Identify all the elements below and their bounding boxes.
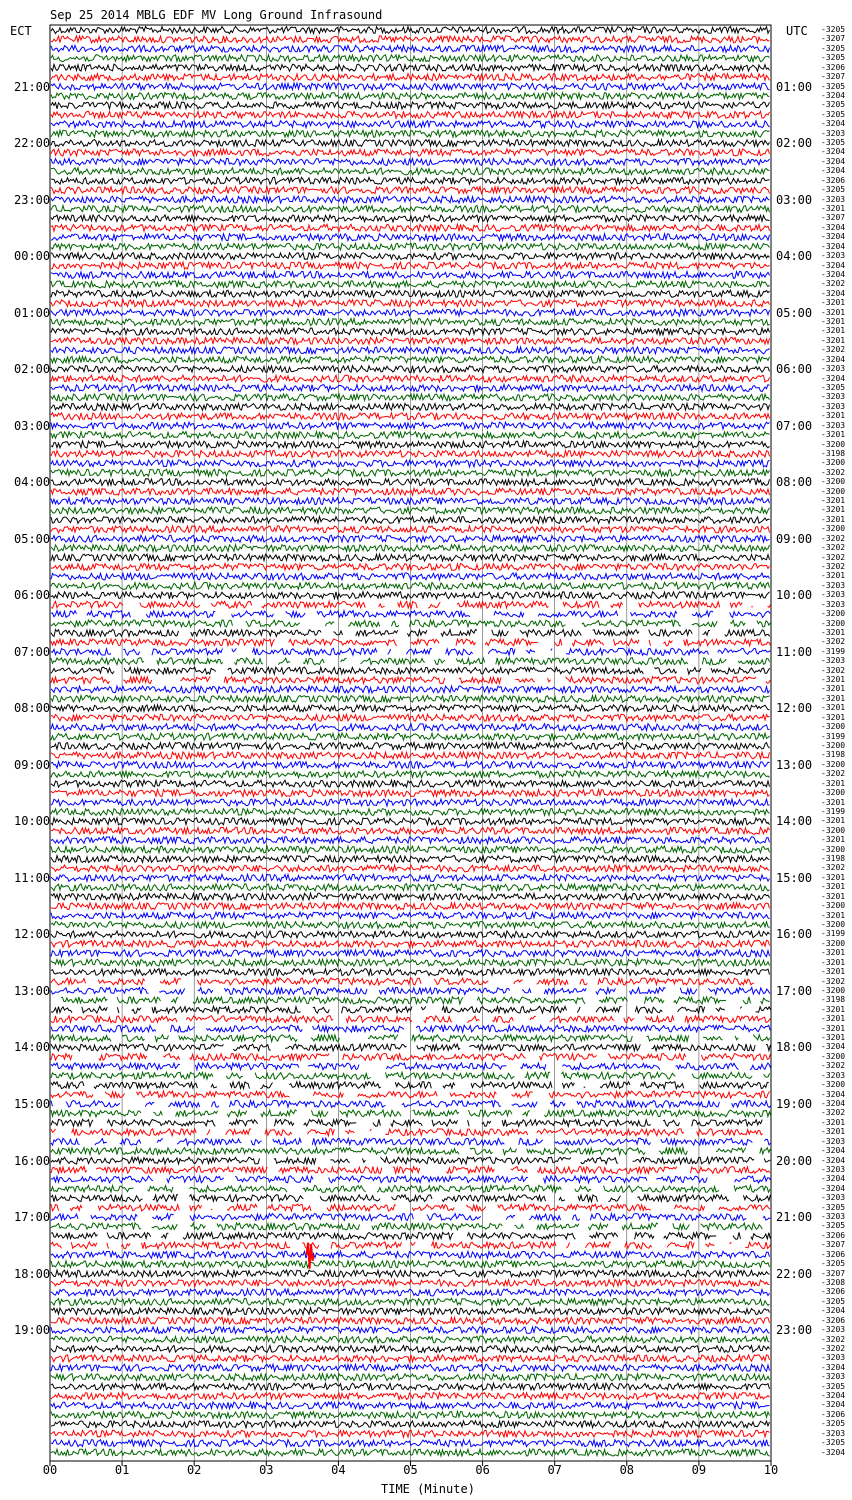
trace-offset-label: -3204	[821, 156, 846, 166]
left-hour-label: 21:00	[14, 79, 51, 94]
trace-offset-label: -3204	[821, 222, 846, 232]
trace-offset-label: -3205	[821, 1419, 846, 1429]
trace-offset-label: -3201	[821, 703, 846, 713]
x-axis-label: TIME (Minute)	[381, 1482, 475, 1496]
trace-offset-label: -3201	[821, 411, 846, 421]
trace-offset-label: -3201	[821, 797, 846, 807]
trace-offset-label: -3200	[821, 844, 846, 854]
right-hour-label: 22:00	[776, 1266, 813, 1281]
left-hour-label: 11:00	[14, 870, 51, 885]
left-hour-label: 19:00	[14, 1323, 51, 1338]
trace-offset-label: -3204	[821, 241, 846, 251]
trace-offset-label: -3204	[821, 354, 846, 364]
trace-offset-label: -3208	[821, 1278, 846, 1287]
trace-offset-label: -3201	[821, 835, 846, 845]
right-hour-label: 01:00	[776, 79, 813, 94]
trace-offset-label: -3202	[821, 543, 846, 553]
trace-offset-label: -3203	[821, 194, 846, 204]
trace-offset-label: -3203	[821, 656, 846, 666]
x-tick-label: 02	[186, 1463, 202, 1477]
trace-offset-label: -3204	[821, 1447, 846, 1457]
trace-offset-label: -3203	[821, 392, 846, 402]
trace-offset-label: -3202	[821, 562, 846, 571]
trace-offset-label: -3202	[821, 1334, 846, 1344]
trace-offset-label: -3206	[821, 1249, 846, 1259]
right-timezone-label: UTC	[786, 24, 808, 38]
trace-offset-label: -3203	[821, 401, 846, 411]
right-hour-label: 17:00	[776, 983, 813, 998]
right-hour-label: 15:00	[776, 870, 813, 885]
trace-offset-label: -3206	[821, 1409, 846, 1419]
trace-offset-label: -3199	[821, 731, 846, 741]
trace-offset-label: -3200	[821, 618, 846, 628]
trace-offset-label: -3202	[821, 976, 846, 986]
trace-offset-label: -3198	[821, 995, 846, 1005]
trace-offset-label: -3205	[821, 1296, 846, 1306]
trace-offset-label: -3205	[821, 383, 846, 392]
trace-offset-label: -3205	[821, 43, 846, 53]
left-hour-label: 23:00	[14, 192, 51, 207]
x-tick-label: 07	[547, 1463, 562, 1477]
right-hour-label: 20:00	[776, 1153, 813, 1168]
trace-offset-label: -3203	[821, 1428, 846, 1438]
right-hour-label: 07:00	[776, 418, 813, 433]
trace-offset-label: -3204	[821, 1306, 846, 1316]
trace-offset-label: -3204	[821, 1183, 846, 1193]
trace-offset-label: -3201	[821, 514, 846, 524]
trace-offset-label: -3203	[821, 1070, 846, 1080]
trace-offset-label: -3201	[821, 1117, 846, 1127]
trace-offset-label: -3201	[821, 693, 846, 703]
trace-offset-label: -3203	[821, 420, 846, 430]
seismic-trace	[51, 639, 771, 646]
trace-offset-label: -3203	[821, 1164, 846, 1174]
right-hour-label: 18:00	[776, 1040, 813, 1055]
trace-offset-label: -3201	[821, 1014, 846, 1024]
trace-offset-label: -3200	[821, 1051, 846, 1061]
trace-offset-label: -3204	[821, 1362, 846, 1372]
trace-offset-label: -3207	[821, 213, 846, 223]
trace-offset-label: -3201	[821, 872, 846, 882]
seismic-trace	[51, 1101, 771, 1108]
trace-offset-label: -3207	[821, 1240, 846, 1250]
left-timezone-label: ECT	[10, 24, 32, 38]
left-hour-label: 02:00	[14, 362, 51, 377]
trace-offset-label: -3205	[821, 138, 846, 148]
trace-offset-label: -3204	[821, 1155, 846, 1165]
trace-offset-label: -3201	[821, 505, 846, 515]
left-hour-label: 13:00	[14, 983, 51, 998]
trace-offset-label: -3201	[821, 204, 846, 213]
trace-offset-label: -3203	[821, 1212, 846, 1222]
trace-offset-label: -3200	[821, 1080, 846, 1090]
trace-offset-label: -3201	[821, 430, 846, 440]
trace-offset-label: -3202	[821, 665, 846, 675]
trace-offset-label: -3204	[821, 119, 846, 129]
trace-offset-label: -3205	[821, 1202, 846, 1212]
trace-offset-label: -3201	[821, 1127, 846, 1137]
trace-offset-label: -3206	[821, 1315, 846, 1325]
event-spike	[307, 1243, 314, 1269]
trace-offset-label: -3202	[821, 1108, 846, 1118]
trace-offset-label: -3203	[821, 590, 846, 600]
trace-offset-label: -3205	[821, 25, 846, 34]
left-hour-label: 22:00	[14, 136, 51, 151]
trace-offset-label: -3204	[821, 1146, 846, 1156]
x-tick-label: 05	[403, 1463, 418, 1477]
trace-offset-label: -3207	[821, 1268, 846, 1278]
trace-offset-label: -3202	[821, 533, 846, 543]
x-tick-label: 00	[42, 1463, 58, 1477]
x-tick-label: 06	[475, 1463, 490, 1477]
trace-offset-label: -3201	[821, 1023, 846, 1033]
trace-offset-label: -3205	[821, 185, 846, 195]
trace-offset-label: -3200	[821, 486, 846, 496]
left-hour-label: 15:00	[14, 1097, 51, 1111]
trace-offset-label: -3203	[821, 364, 846, 374]
trace-offset-label: -3204	[821, 288, 846, 298]
trace-offset-label: -3201	[821, 948, 846, 958]
seismic-trace	[51, 1082, 769, 1089]
x-tick-label: 10	[763, 1463, 779, 1477]
trace-offset-label: -3205	[821, 1259, 846, 1269]
trace-offset-label: -3207	[821, 72, 846, 82]
left-hour-label: 14:00	[14, 1040, 51, 1055]
trace-offset-label: -3203	[821, 251, 846, 261]
trace-offset-label: -3201	[821, 891, 846, 901]
left-hour-label: 07:00	[14, 644, 51, 659]
right-hour-label: 02:00	[776, 136, 813, 151]
trace-offset-label: -3202	[821, 863, 846, 873]
left-hour-label: 12:00	[14, 927, 51, 942]
seismic-trace	[51, 1110, 771, 1117]
right-hour-label: 06:00	[776, 362, 813, 377]
trace-offset-label: -3203	[821, 1325, 846, 1335]
trace-offset-label: -3206	[821, 1287, 846, 1297]
trace-offset-label: -3204	[821, 373, 846, 383]
left-hour-label: 16:00	[14, 1153, 51, 1168]
right-hour-label: 10:00	[776, 588, 813, 603]
trace-offset-label: -3200	[821, 524, 846, 534]
left-hour-label: 10:00	[14, 814, 51, 829]
trace-offset-label: -3203	[821, 128, 846, 138]
trace-offset-label: -3204	[821, 260, 846, 270]
trace-offset-label: -3202	[821, 1343, 846, 1353]
trace-offset-label: -3200	[821, 825, 846, 835]
trace-offset-label: -3200	[821, 788, 846, 798]
x-tick-label: 08	[619, 1463, 635, 1477]
trace-offset-label: -3204	[821, 1174, 846, 1184]
trace-offset-label: -3204	[821, 1391, 846, 1401]
trace-offset-label: -3200	[821, 759, 846, 769]
trace-offset-label: -3201	[821, 675, 846, 685]
trace-offset-label: -3201	[821, 571, 846, 581]
trace-offset-label: -3203	[821, 1353, 846, 1363]
trace-offset-label: -3204	[821, 1042, 846, 1052]
trace-offset-label: -3202	[821, 552, 846, 562]
right-hour-label: 16:00	[776, 927, 813, 942]
right-hour-label: 12:00	[776, 701, 813, 716]
trace-offset-label: -3207	[821, 34, 846, 44]
trace-offset-label: -3204	[821, 147, 846, 157]
trace-offset-label: -3205	[821, 109, 846, 119]
trace-offset-label: -3205	[821, 53, 846, 63]
left-hour-label: 17:00	[14, 1210, 51, 1225]
right-hour-label: 05:00	[776, 305, 813, 320]
trace-offset-label: -3203	[821, 1372, 846, 1382]
x-tick-label: 03	[259, 1463, 274, 1477]
trace-offset-label: -3201	[821, 684, 846, 694]
seismic-trace	[51, 1223, 762, 1230]
trace-offset-label: -3202	[821, 467, 846, 477]
left-hour-label: 08:00	[14, 701, 51, 716]
trace-offset-label: -3201	[821, 326, 846, 336]
trace-offset-label: -3203	[821, 1136, 846, 1146]
trace-offset-label: -3204	[821, 90, 846, 100]
trace-offset-label: -3204	[821, 269, 846, 279]
trace-offset-label: -3200	[821, 901, 846, 911]
trace-offset-label: -3203	[821, 1193, 846, 1203]
trace-offset-label: -3205	[821, 100, 846, 110]
trace-offset-label: -3201	[821, 910, 846, 920]
seismic-trace	[51, 1063, 771, 1070]
trace-offset-label: -3201	[821, 496, 846, 506]
x-tick-label: 09	[691, 1463, 707, 1477]
left-hour-label: 09:00	[14, 757, 51, 772]
trace-offset-label: -3201	[821, 882, 846, 892]
trace-offset-label: -3201	[821, 967, 846, 977]
left-hour-label: 00:00	[14, 249, 51, 264]
trace-offset-label: -3200	[821, 741, 846, 750]
trace-offset-label: -3201	[821, 627, 846, 637]
trace-offset-label: -3202	[821, 345, 846, 355]
trace-offset-label: -3206	[821, 1230, 846, 1240]
trace-offset-label: -3202	[821, 769, 846, 779]
trace-offset-label: -3202	[821, 279, 846, 289]
trace-offset-label: -3199	[821, 806, 846, 816]
seismic-trace	[51, 1129, 763, 1136]
trace-offset-label: -3201	[821, 1004, 846, 1014]
trace-offset-label: -3202	[821, 637, 846, 647]
right-hour-label: 09:00	[776, 531, 813, 546]
seismic-trace	[51, 1119, 762, 1126]
trace-offset-label: -3204	[821, 232, 846, 242]
trace-offset-label: -3200	[821, 609, 846, 619]
trace-offset-label: -3201	[821, 298, 846, 308]
left-hour-label: 03:00	[14, 418, 51, 433]
trace-offset-label: -3199	[821, 646, 846, 656]
right-hour-label: 03:00	[776, 192, 813, 207]
trace-offset-label: -3198	[821, 448, 846, 458]
left-hour-label: 01:00	[14, 305, 51, 320]
trace-offset-label: -3205	[821, 1221, 846, 1231]
trace-offset-label: -3204	[821, 166, 846, 176]
trace-offset-label: -3205	[821, 81, 846, 91]
trace-offset-label: -3201	[821, 816, 846, 826]
trace-offset-label: -3200	[821, 938, 846, 948]
trace-offset-label: -3201	[821, 335, 846, 345]
left-hour-label: 05:00	[14, 531, 51, 546]
right-hour-label: 13:00	[776, 757, 813, 772]
trace-offset-label: -3200	[821, 458, 846, 468]
trace-offset-label: -3206	[821, 175, 846, 185]
trace-offset-label: -3201	[821, 778, 846, 788]
trace-offset-label: -3200	[821, 439, 846, 449]
right-hour-label: 08:00	[776, 475, 813, 490]
x-tick-label: 01	[114, 1463, 130, 1477]
trace-offset-label: -3198	[821, 750, 846, 760]
trace-offset-label: -3201	[821, 712, 846, 722]
right-hour-label: 19:00	[776, 1097, 813, 1111]
trace-offset-label: -3203	[821, 599, 846, 609]
right-hour-label: 21:00	[776, 1210, 813, 1225]
trace-offset-label: -3199	[821, 929, 846, 939]
left-hour-label: 06:00	[14, 588, 51, 603]
trace-offset-label: -3203	[821, 580, 846, 590]
trace-offset-label: -3205	[821, 1381, 846, 1391]
x-tick-label: 04	[331, 1463, 346, 1477]
right-hour-label: 23:00	[776, 1323, 813, 1338]
right-hour-label: 14:00	[776, 814, 813, 829]
seismic-trace	[61, 997, 770, 1004]
trace-offset-label: -3201	[821, 1033, 846, 1043]
trace-offset-label: -3200	[821, 985, 846, 995]
trace-offset-label: -3201	[821, 317, 846, 327]
trace-offset-label: -3198	[821, 854, 846, 864]
trace-offset-label: -3200	[821, 722, 846, 732]
trace-offset-label: -3200	[821, 920, 846, 929]
chart-title: Sep 25 2014 MBLG EDF MV Long Ground Infrasound	[50, 8, 383, 22]
trace-offset-label: -3206	[821, 62, 846, 72]
right-hour-label: 04:00	[776, 249, 813, 264]
trace-offset-label: -3204	[821, 1099, 846, 1108]
trace-offset-label: -3205	[821, 1438, 846, 1448]
left-hour-label: 18:00	[14, 1266, 51, 1281]
trace-offset-label: -3201	[821, 307, 846, 317]
trace-offset-label: -3201	[821, 957, 846, 967]
left-hour-label: 04:00	[14, 475, 51, 490]
trace-offset-label: -3204	[821, 1400, 846, 1410]
right-hour-label: 11:00	[776, 644, 813, 659]
trace-offset-label: -3202	[821, 1061, 846, 1071]
trace-offset-label: -3200	[821, 477, 846, 487]
trace-offset-label: -3204	[821, 1089, 846, 1099]
